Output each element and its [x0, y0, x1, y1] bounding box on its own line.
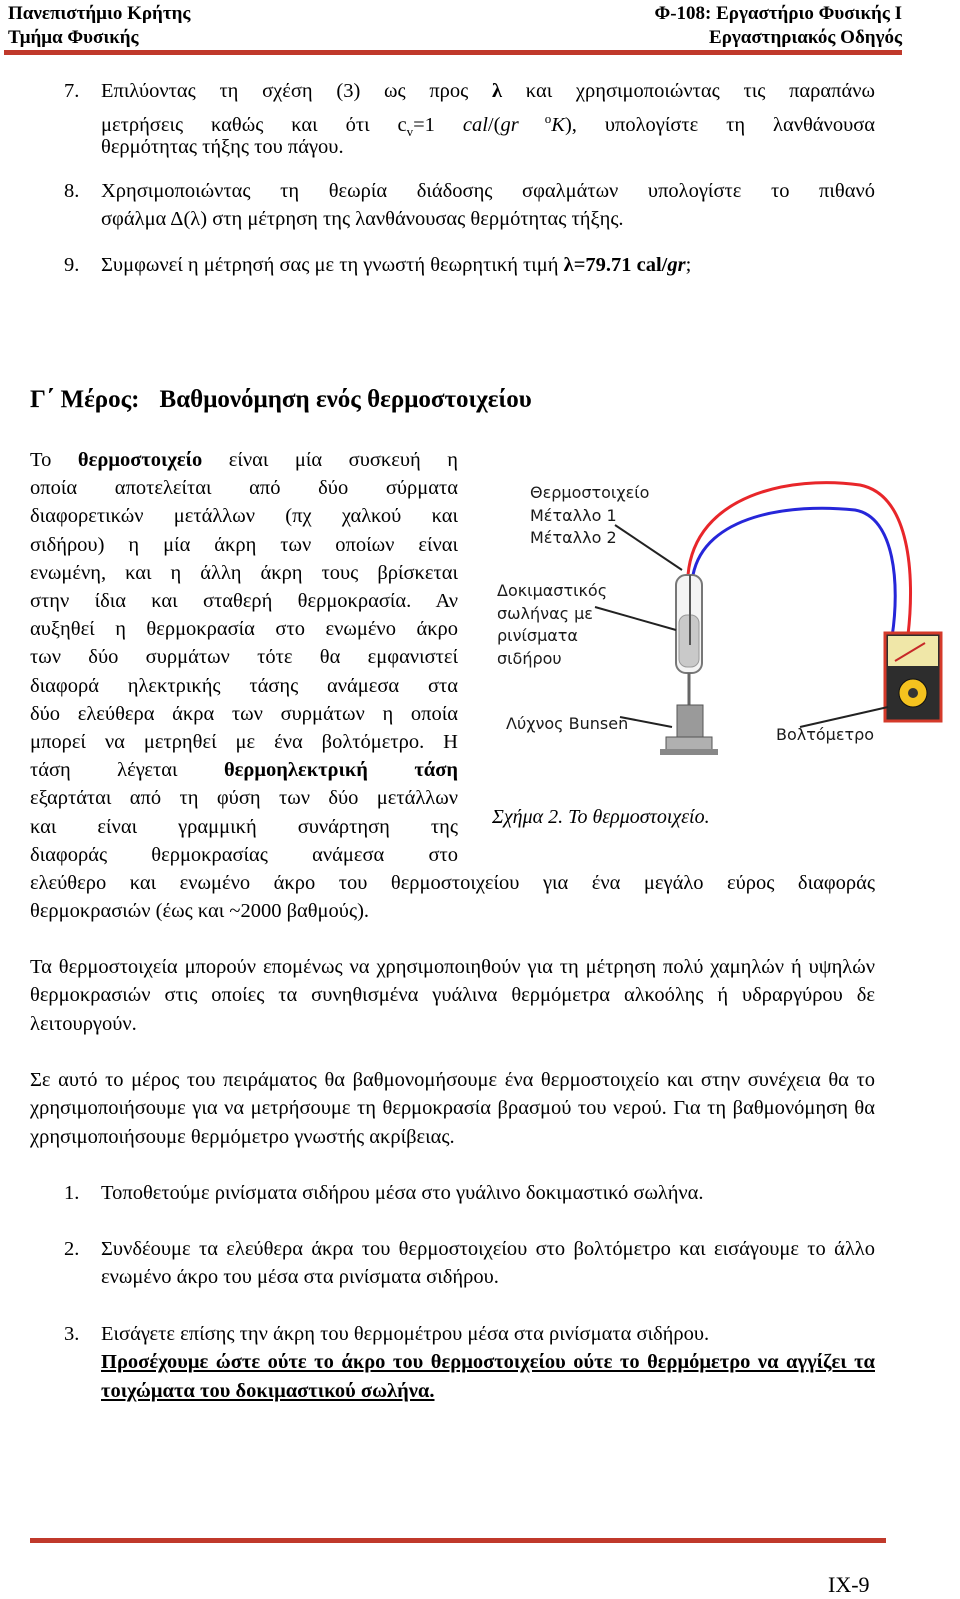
label-thermocouple: Θερμοστοιχείο: [530, 483, 650, 502]
step-1-number: 1.: [64, 1182, 80, 1204]
step-3-instruction: Εισάγετε επίσης την άκρη του θερμομέτρου μέσα στα ρινίσματα σιδήρου.: [101, 1323, 710, 1345]
step-3-warning: Προσέχουμε ώστε ούτε το άκρο του θερμοστοιχείου ούτε το θερμόμετρο να αγγίζει τα τοιχώματα του δοκιμαστικού σωλήνα.: [101, 1351, 875, 1402]
section-heading: [30, 386, 532, 414]
label-tube-2: σωλήνας με: [497, 604, 593, 623]
item-7-line2: μετρήσεις καθώς και ότι $c_v=1$ cal/(gr $^o$K), υπολογίστε τη λανθάνουσα: [101, 111, 876, 139]
intro-line: ενωμένη, και η άλλη άκρη τους βρίσκεται: [30, 561, 458, 584]
step-2-number: 2.: [64, 1238, 80, 1260]
intro-line: διαφοράς θερμοκρασίας ανάμεσα στο: [30, 843, 458, 866]
label-metal2: Μέταλλο 2: [530, 528, 617, 547]
intro-line: στην ίδια και σταθερή θερμοκρασία. Αν: [30, 590, 458, 612]
intro-line: Το θερμοστοιχείο είναι μία συσκευή η: [30, 449, 458, 471]
intro-line: μπορεί να μετρηθεί με ένα βολτόμετρο. Η: [30, 731, 458, 753]
intro-line: και είναι γραμμική συνάρτηση της: [30, 815, 458, 838]
item-8-line2: σφάλμα Δ(λ) στη μέτρηση της λανθάνουσας θερμότητας τήξης.: [101, 208, 624, 230]
figure-caption: Σχήμα 2. Το θερμοστοιχείο.: [492, 806, 710, 828]
step-3-number: 3.: [64, 1323, 80, 1345]
bunsen-barrel: [677, 705, 703, 739]
intro-line: εξαρτάται από τη φύση των δύο μετάλλων: [30, 787, 458, 810]
item-8-line1: Χρησιμοποιώντας τη θεωρία διάδοσης σφαλμάτων υπολογίστε το πιθανό: [101, 180, 875, 202]
department-name: Τμήμα Φυσικής: [8, 27, 139, 48]
intro-line: διαφορά ηλεκτρικής τάσης ανάμεσα στα: [30, 674, 458, 697]
item-7-line3: θερμότητας τήξης του πάγου.: [101, 136, 344, 158]
page-number: IX-9: [828, 1572, 870, 1597]
label-metal1: Μέταλλο 1: [530, 506, 617, 525]
intro-line: σιδήρου) η μία άκρη των οποίων είναι: [30, 533, 458, 556]
section-title: Βαθμονόμηση ενός θερμοστοιχείου: [159, 386, 532, 413]
intro-line: δύο ελεύθερα άκρα των συρμάτων η οποία: [30, 702, 458, 725]
step-3-text: [101, 1320, 875, 1405]
bunsen-base: [666, 737, 712, 751]
intro-line: τάση λέγεται θερμοηλεκτρική τάση: [30, 759, 459, 782]
intro-line: οποία αποτελείται από δύο σύρματα: [30, 477, 458, 500]
header-left: [8, 2, 190, 50]
guide-name: Εργαστηριακός Οδηγός: [709, 27, 902, 48]
item-9-number: 9.: [64, 254, 80, 276]
intro-full-line2: θερμοκρασιών (έως και ~2000 βαθμούς).: [30, 900, 370, 922]
metal1-wire: [688, 483, 911, 635]
label-tube-1: Δοκιμαστικός: [497, 581, 608, 600]
label-tube-4: σιδήρου: [497, 649, 562, 668]
header-divider: [4, 50, 902, 55]
item-7-number: 7.: [64, 80, 80, 102]
bunsen-foot: [660, 749, 718, 755]
paragraph-applications: Τα θερμοστοιχεία μπορούν επομένως να χρησιμοποιηθούν για τη μέτρηση πολύ χαμηλών ή υψηλών θερμοκρασιών στις οποίες τα συνηθισμένα γυάλινα θερμόμετρα αλκοόλης ή υδραργύρου δε λειτουργούν.: [30, 956, 875, 1035]
intro-line: διαφορετικών μετάλλων (πχ χαλκού και: [30, 505, 458, 528]
label-voltmeter: Βολτόμετρο: [776, 725, 875, 744]
arrow-tube: [595, 607, 676, 630]
label-tube-3: ρινίσματα: [497, 626, 578, 645]
step-2-text: Συνδέουμε τα ελεύθερα άκρα του θερμοστοιχείου στο βολτόμετρο και εισάγουμε το άλλο ενωμένο άκρο του μέσα στα ρινίσματα σιδήρου.: [101, 1238, 875, 1289]
header-right: [654, 2, 902, 50]
intro-line: των δύο συρμάτων τότε θα εμφανιστεί: [30, 646, 458, 669]
section-label: Γ΄ Μέρος:: [30, 386, 140, 413]
metal2-wire: [693, 508, 895, 637]
course-name: Φ-108: Εργαστήριο Φυσικής Ι: [654, 3, 902, 24]
university-name: Πανεπιστήμιο Κρήτης: [8, 3, 191, 24]
footer-divider: [30, 1538, 886, 1543]
step-1-text: Τοποθετούμε ρινίσματα σιδήρου μέσα στο γυάλινο δοκιμαστικό σωλήνα.: [101, 1182, 704, 1204]
item-8-number: 8.: [64, 180, 80, 202]
intro-line: αυξηθεί η θερμοκρασία στο ενωμένο άκρο: [30, 618, 458, 641]
intro-full-line1: ελεύθερο και ενωμένο άκρο του θερμοστοιχείου για ένα μεγάλο εύρος διαφοράς: [30, 872, 875, 894]
label-bunsen: Λύχνος Bunsen: [506, 714, 629, 733]
item-7-line1: Επιλύοντας τη σχέση (3) ως προς λ και χρησιμοποιώντας τις παραπάνω: [101, 80, 875, 102]
paragraph-procedure-intro: Σε αυτό το μέρος του πειράματος θα βαθμονομήσουμε ένα θερμοστοιχείο και στην συνέχεια θα το χρησιμοποιήσουμε για να μετρήσουμε τη θερμοκρασία βρασμού του νερού. Για τη βαθμονόμηση θα χρησιμοποιήσουμε θερμόμετρο γνωστής ακρίβειας.: [30, 1069, 875, 1148]
voltmeter-device: [885, 633, 941, 721]
item-9-text: Συμφωνεί η μέτρησή σας με τη γνωστή θεωρητική τιμή λ=79.71 cal/gr;: [101, 254, 692, 276]
arrow-metal2: [615, 525, 682, 570]
